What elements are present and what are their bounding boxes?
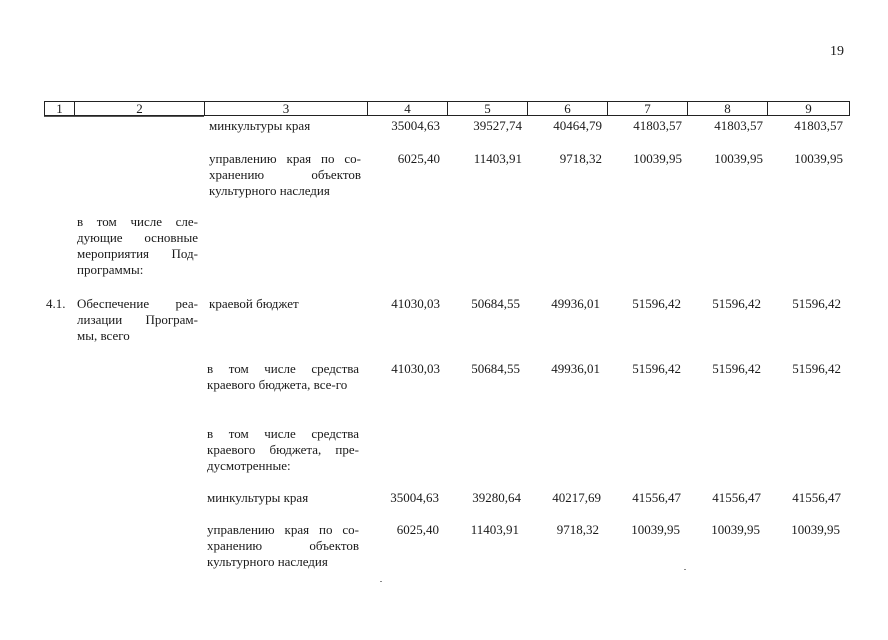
row-value: 6025,40 — [396, 522, 439, 537]
row-value: 41803,57 — [794, 118, 843, 133]
row-source: в том числе средства краевого бюджета, пре-дусмотренные: — [207, 426, 359, 473]
row-value: 49936,01 — [551, 296, 600, 311]
row-value: 10039,95 — [794, 151, 843, 166]
row-source: краевой бюджет — [209, 296, 299, 311]
row-value: 50684,55 — [471, 361, 520, 376]
header-col-1: 1 — [45, 102, 75, 115]
row-value: 39280,64 — [472, 490, 521, 505]
row-value: 41556,47 — [792, 490, 841, 505]
header-col-9: 9 — [805, 101, 812, 116]
row-value: 10039,95 — [631, 522, 680, 537]
row-source: управлению края по со-хранению объектов культурного наследия — [207, 522, 359, 569]
row-value: 41556,47 — [632, 490, 681, 505]
row-value: 9718,32 — [556, 522, 599, 537]
row-value: 35004,63 — [390, 490, 439, 505]
row-value: 39527,74 — [473, 118, 522, 133]
row-value: 9718,32 — [559, 151, 602, 166]
scan-speck — [380, 581, 382, 582]
row-name: в том числе сле-дующие основные мероприятия Под-программы: — [77, 214, 198, 277]
row-source: минкультуры края — [209, 118, 311, 133]
row-source: управлению края по со-хранению объектов культурного наследия — [209, 151, 361, 198]
page-number: 19 — [830, 44, 844, 59]
row-value: 10039,95 — [714, 151, 763, 166]
row-value: 41030,03 — [391, 296, 440, 311]
row-value: 51596,42 — [712, 361, 761, 376]
header-col-7: 7 — [608, 102, 688, 115]
row-value: 10039,95 — [791, 522, 840, 537]
row-number: 4.1. — [46, 296, 66, 311]
row-value: 51596,42 — [632, 296, 681, 311]
row-value: 41030,03 — [391, 361, 440, 376]
header-col-8: 8 — [688, 102, 768, 115]
header-col-5: 5 — [448, 102, 528, 115]
row-value: 51596,42 — [632, 361, 681, 376]
row-value: 41803,57 — [714, 118, 763, 133]
header-col-3: 3 — [205, 102, 368, 115]
scan-speck — [684, 569, 686, 570]
row-value: 51596,42 — [792, 296, 841, 311]
row-value: 41556,47 — [712, 490, 761, 505]
header-col-2: 2 — [75, 102, 205, 115]
row-source: минкультуры края — [207, 490, 309, 505]
header-col-4: 4 — [368, 102, 448, 115]
row-value: 6025,40 — [397, 151, 440, 166]
row-source: в том числе средства краевого бюджета, все-го — [207, 361, 359, 392]
row-value: 51596,42 — [792, 361, 841, 376]
row-value: 10039,95 — [633, 151, 682, 166]
row-value: 35004,63 — [391, 118, 440, 133]
row-value: 11403,91 — [473, 151, 522, 166]
header-col-6: 6 — [528, 102, 608, 115]
table-header-row — [44, 101, 850, 116]
row-value: 51596,42 — [712, 296, 761, 311]
row-value: 41803,57 — [633, 118, 682, 133]
row-value: 40464,79 — [553, 118, 602, 133]
row-name: Обеспечение реа-лизации Програм-мы, всего — [77, 296, 198, 343]
row-value: 10039,95 — [711, 522, 760, 537]
header-underline — [44, 116, 204, 117]
row-value: 11403,91 — [470, 522, 519, 537]
row-value: 40217,69 — [552, 490, 601, 505]
row-value: 50684,55 — [471, 296, 520, 311]
row-value: 49936,01 — [551, 361, 600, 376]
